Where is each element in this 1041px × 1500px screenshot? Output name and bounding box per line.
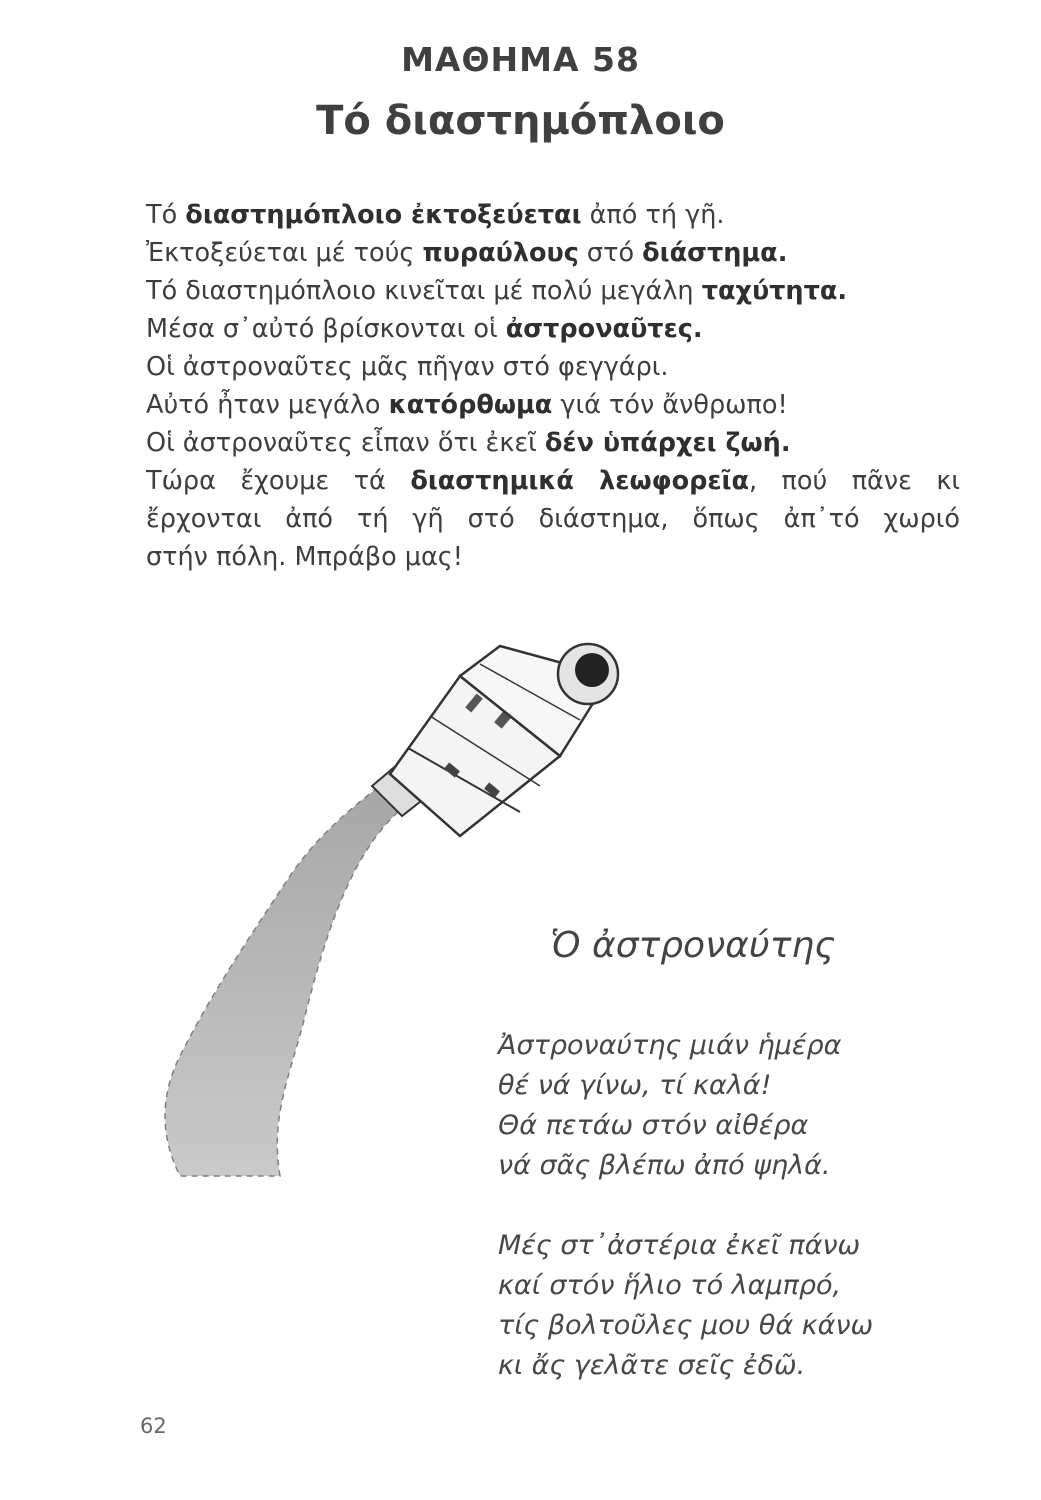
poem-verse: τίς βολτοῦλες μου θά κάνω: [498, 1310, 874, 1341]
bold-term: δέν ὑπάρχει ζωή.: [544, 428, 791, 458]
reading-line: [146, 500, 960, 538]
reading-line: [146, 234, 986, 272]
poem-verse: καί στόν ἥλιο τό λαμπρό,: [498, 1270, 842, 1301]
reading-line: [146, 272, 986, 310]
reading-text: [146, 196, 986, 576]
reading-line: [146, 538, 986, 576]
poem-stanza-1: [498, 1026, 841, 1186]
lesson-number: ΜΑΘΗΜΑ 58: [401, 40, 640, 79]
reading-line: [146, 310, 986, 348]
text-run: γιά τόν ἄνθρωπο!: [552, 390, 788, 420]
reading-line: [146, 348, 986, 386]
bold-term: διαστημικά λεωφορεῖα: [410, 466, 749, 496]
poem-title: Ὁ ἀστροναύτης: [550, 925, 836, 966]
bold-term: κατόρθωμα: [388, 390, 553, 420]
text-run: , πού πᾶνε κι: [749, 466, 961, 496]
reading-line: [146, 424, 986, 462]
bold-term: ἀστροναῦτες.: [505, 314, 703, 344]
poem-verse: Θά πετάω στόν αἰθέρα: [498, 1110, 809, 1141]
poem-verse: θέ νά γίνω, τί καλά!: [498, 1070, 772, 1101]
text-run: στήν πόλη. Μπράβο μας!: [146, 542, 463, 572]
poem-verse: Μές στ᾿ἀστέρια ἐκεῖ πάνω: [498, 1230, 861, 1261]
reading-line: [146, 386, 986, 424]
text-run: Μέσα σ᾿αὐτό βρίσκονται οἱ: [146, 314, 506, 344]
text-run: στό: [578, 238, 643, 268]
poem-stanza-2: [498, 1226, 873, 1386]
bold-term: διαστημόπλοιο ἐκτοξεύεται: [185, 200, 582, 230]
bold-term: διάστημα.: [642, 238, 788, 268]
text-run: Τό διαστημόπλοιο κινεῖται μέ πολύ μεγάλη: [146, 276, 702, 306]
poem-verse: νά σᾶς βλέπω ἀπό ψηλά.: [498, 1150, 831, 1181]
text-run: Οἱ ἀστροναῦτες μᾶς πῆγαν στό φεγγάρι.: [146, 352, 669, 382]
lesson-title: Τό διαστημόπλοιο: [316, 98, 725, 144]
text-run: Αὐτό ἦταν μεγάλο: [146, 390, 389, 420]
text-run: Τώρα ἔχουμε τά: [146, 466, 411, 496]
reading-line: [146, 462, 960, 500]
text-run: Ἐκτοξεύεται μέ τούς: [146, 238, 423, 268]
bold-term: πυραύλους: [422, 238, 579, 268]
text-run: Οἱ ἀστροναῦτες εἶπαν ὅτι ἐκεῖ: [146, 428, 545, 458]
reading-line: [146, 196, 986, 234]
poem-verse: κι ἄς γελᾶτε σεῖς ἐδῶ.: [498, 1350, 806, 1381]
bold-term: ταχύτητα.: [701, 276, 848, 306]
text-run: Τό: [146, 200, 186, 230]
text-run: ἔρχονται ἀπό τή γῆ στό διάστημα, ὅπως ἀπ᾿τό χωριό: [146, 504, 960, 534]
text-run: ἀπό τή γῆ.: [581, 200, 725, 230]
poem-verse: Ἀστροναύτης μιάν ἡμέρα: [498, 1030, 842, 1061]
page-number: 62: [140, 1414, 167, 1438]
